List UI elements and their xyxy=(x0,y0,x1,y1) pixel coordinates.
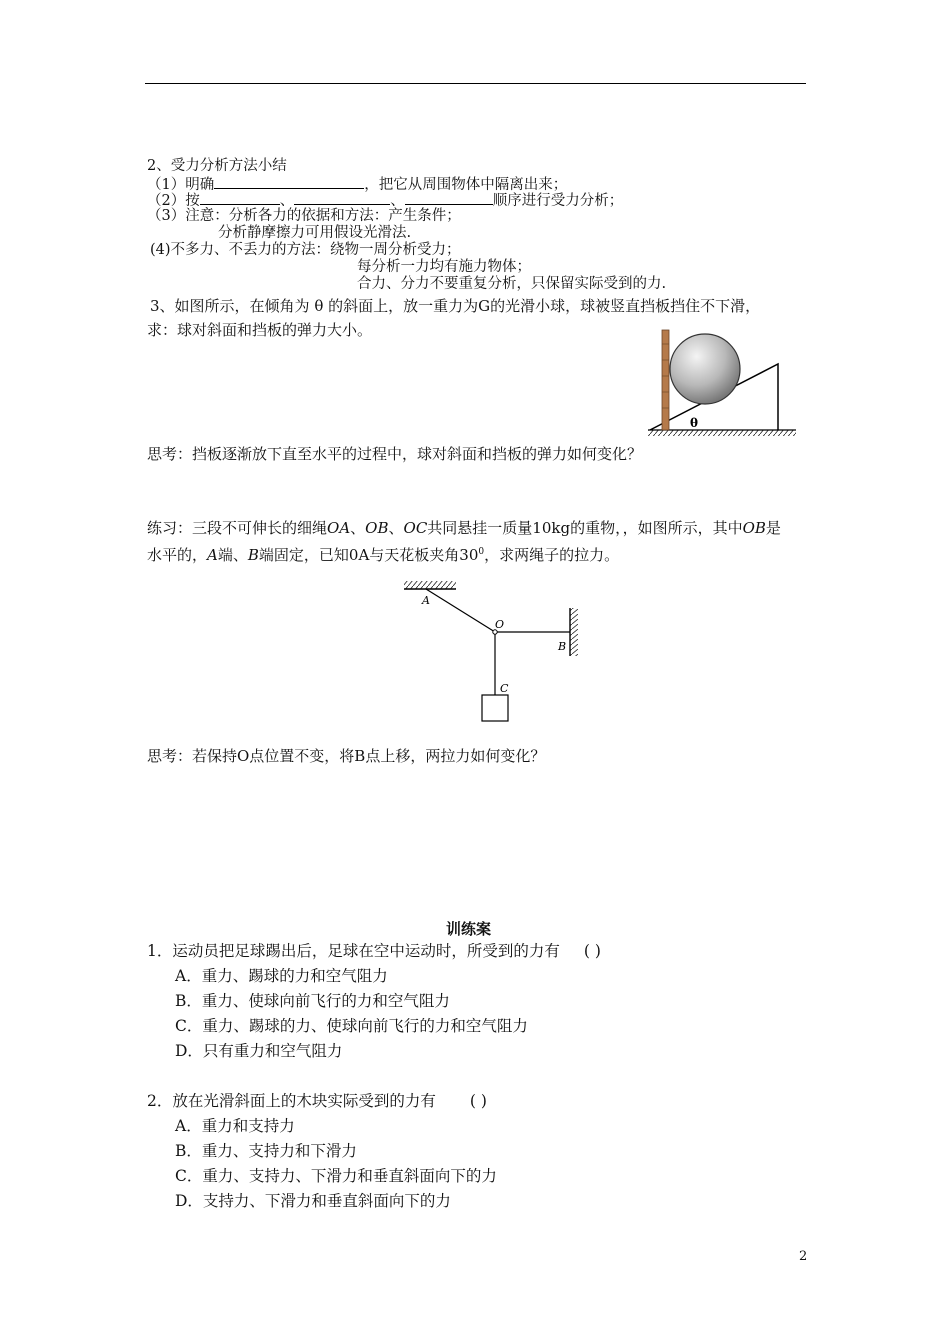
ceiling-hatch xyxy=(404,581,456,589)
summary-item-2: （2）按 、 、 顺序进行受力分析； xyxy=(147,190,623,210)
q2-option-c[interactable]: C．重力、支持力、下滑力和垂直斜面向下的力 xyxy=(175,1167,497,1185)
q2-option-a[interactable]: A．重力和支持力 xyxy=(175,1117,295,1135)
theta-label: θ xyxy=(690,416,699,430)
fill-blank[interactable] xyxy=(294,190,390,205)
summary-item-1: （1）明确 ，把它从周围物体中隔离出来； xyxy=(147,174,567,194)
practice-line-2: 水平的，A端、B端固定，已知0A与天花板夹角$30^0$，求两绳子的拉力。 xyxy=(147,546,620,564)
q3-line-1: 3、如图所示，在倾角为 θ 的斜面上，放一重力为G的光滑小球，球被竖直挡板挡住不下滑， xyxy=(150,297,761,315)
q1-stem: 1．运动员把足球踢出后，足球在空中运动时，所受到的力有 ( ) xyxy=(147,942,601,960)
wall-hatch xyxy=(570,608,578,656)
summary-item-4c: 合力、分力不要重复分析，只保留实际受到的力. xyxy=(357,276,667,292)
q1-option-b[interactable]: B．重力、使球向前飞行的力和空气阻力 xyxy=(175,992,450,1010)
q1-option-d[interactable]: D．只有重力和空气阻力 xyxy=(175,1042,343,1060)
fill-blank[interactable] xyxy=(214,174,364,189)
q1-option-c[interactable]: C．重力、踢球的力、使球向前飞行的力和空气阻力 xyxy=(175,1017,528,1035)
q2-option-b[interactable]: B．重力、支持力和下滑力 xyxy=(175,1142,357,1160)
summary-item-4a: (4)不多力、不丢力的方法：绕物一周分析受力； xyxy=(150,242,461,258)
page-number: 2 xyxy=(799,1249,808,1264)
label-a: A xyxy=(422,594,430,607)
answer-paren[interactable]: ( ) xyxy=(583,942,601,960)
summary-item-3b: 分析静摩擦力可用假设光滑法. xyxy=(218,225,412,241)
q3-think: 思考：挡板逐渐放下直至水平的过程中，球对斜面和挡板的弹力如何变化？ xyxy=(147,445,643,463)
summary-title: 2、受力分析方法小结 xyxy=(147,158,287,174)
answer-paren[interactable]: ( ) xyxy=(469,1092,487,1110)
fill-blank[interactable] xyxy=(200,190,280,205)
summary-item-4b: 每分析一力均有施力物体； xyxy=(357,259,531,275)
q2-option-d[interactable]: D．支持力、下滑力和垂直斜面向下的力 xyxy=(175,1192,451,1210)
label-c: C xyxy=(500,682,509,695)
baffle-board xyxy=(662,330,669,430)
rope-oa xyxy=(426,589,495,632)
fill-blank[interactable] xyxy=(405,190,493,205)
q1-option-a[interactable]: A．重力、踢球的力和空气阻力 xyxy=(175,967,388,985)
label-b: B xyxy=(558,640,567,653)
incline-ball-figure xyxy=(640,326,802,438)
training-heading: 训练案 xyxy=(446,920,492,938)
ground-hatch xyxy=(648,430,796,436)
practice-think: 思考：若保持O点位置不变，将B点上移，两拉力如何变化？ xyxy=(147,747,546,765)
rope-figure xyxy=(398,574,598,726)
header-rule xyxy=(145,83,806,84)
weight-box xyxy=(482,695,508,721)
label-o: O xyxy=(495,618,505,631)
ball xyxy=(670,334,740,404)
q2-stem: 2．放在光滑斜面上的木块实际受到的力有 ( ) xyxy=(147,1092,487,1110)
q3-line-2: 求：球对斜面和挡板的弹力大小。 xyxy=(147,321,373,339)
practice-line-1: 练习：三段不可伸长的细绳OA、OB、OC共同悬挂一质量10kg的重物，，如图所示，其中OB是 xyxy=(147,519,781,537)
summary-item-3a: （3）注意：分析各力的依据和方法：产生条件； xyxy=(147,208,461,224)
